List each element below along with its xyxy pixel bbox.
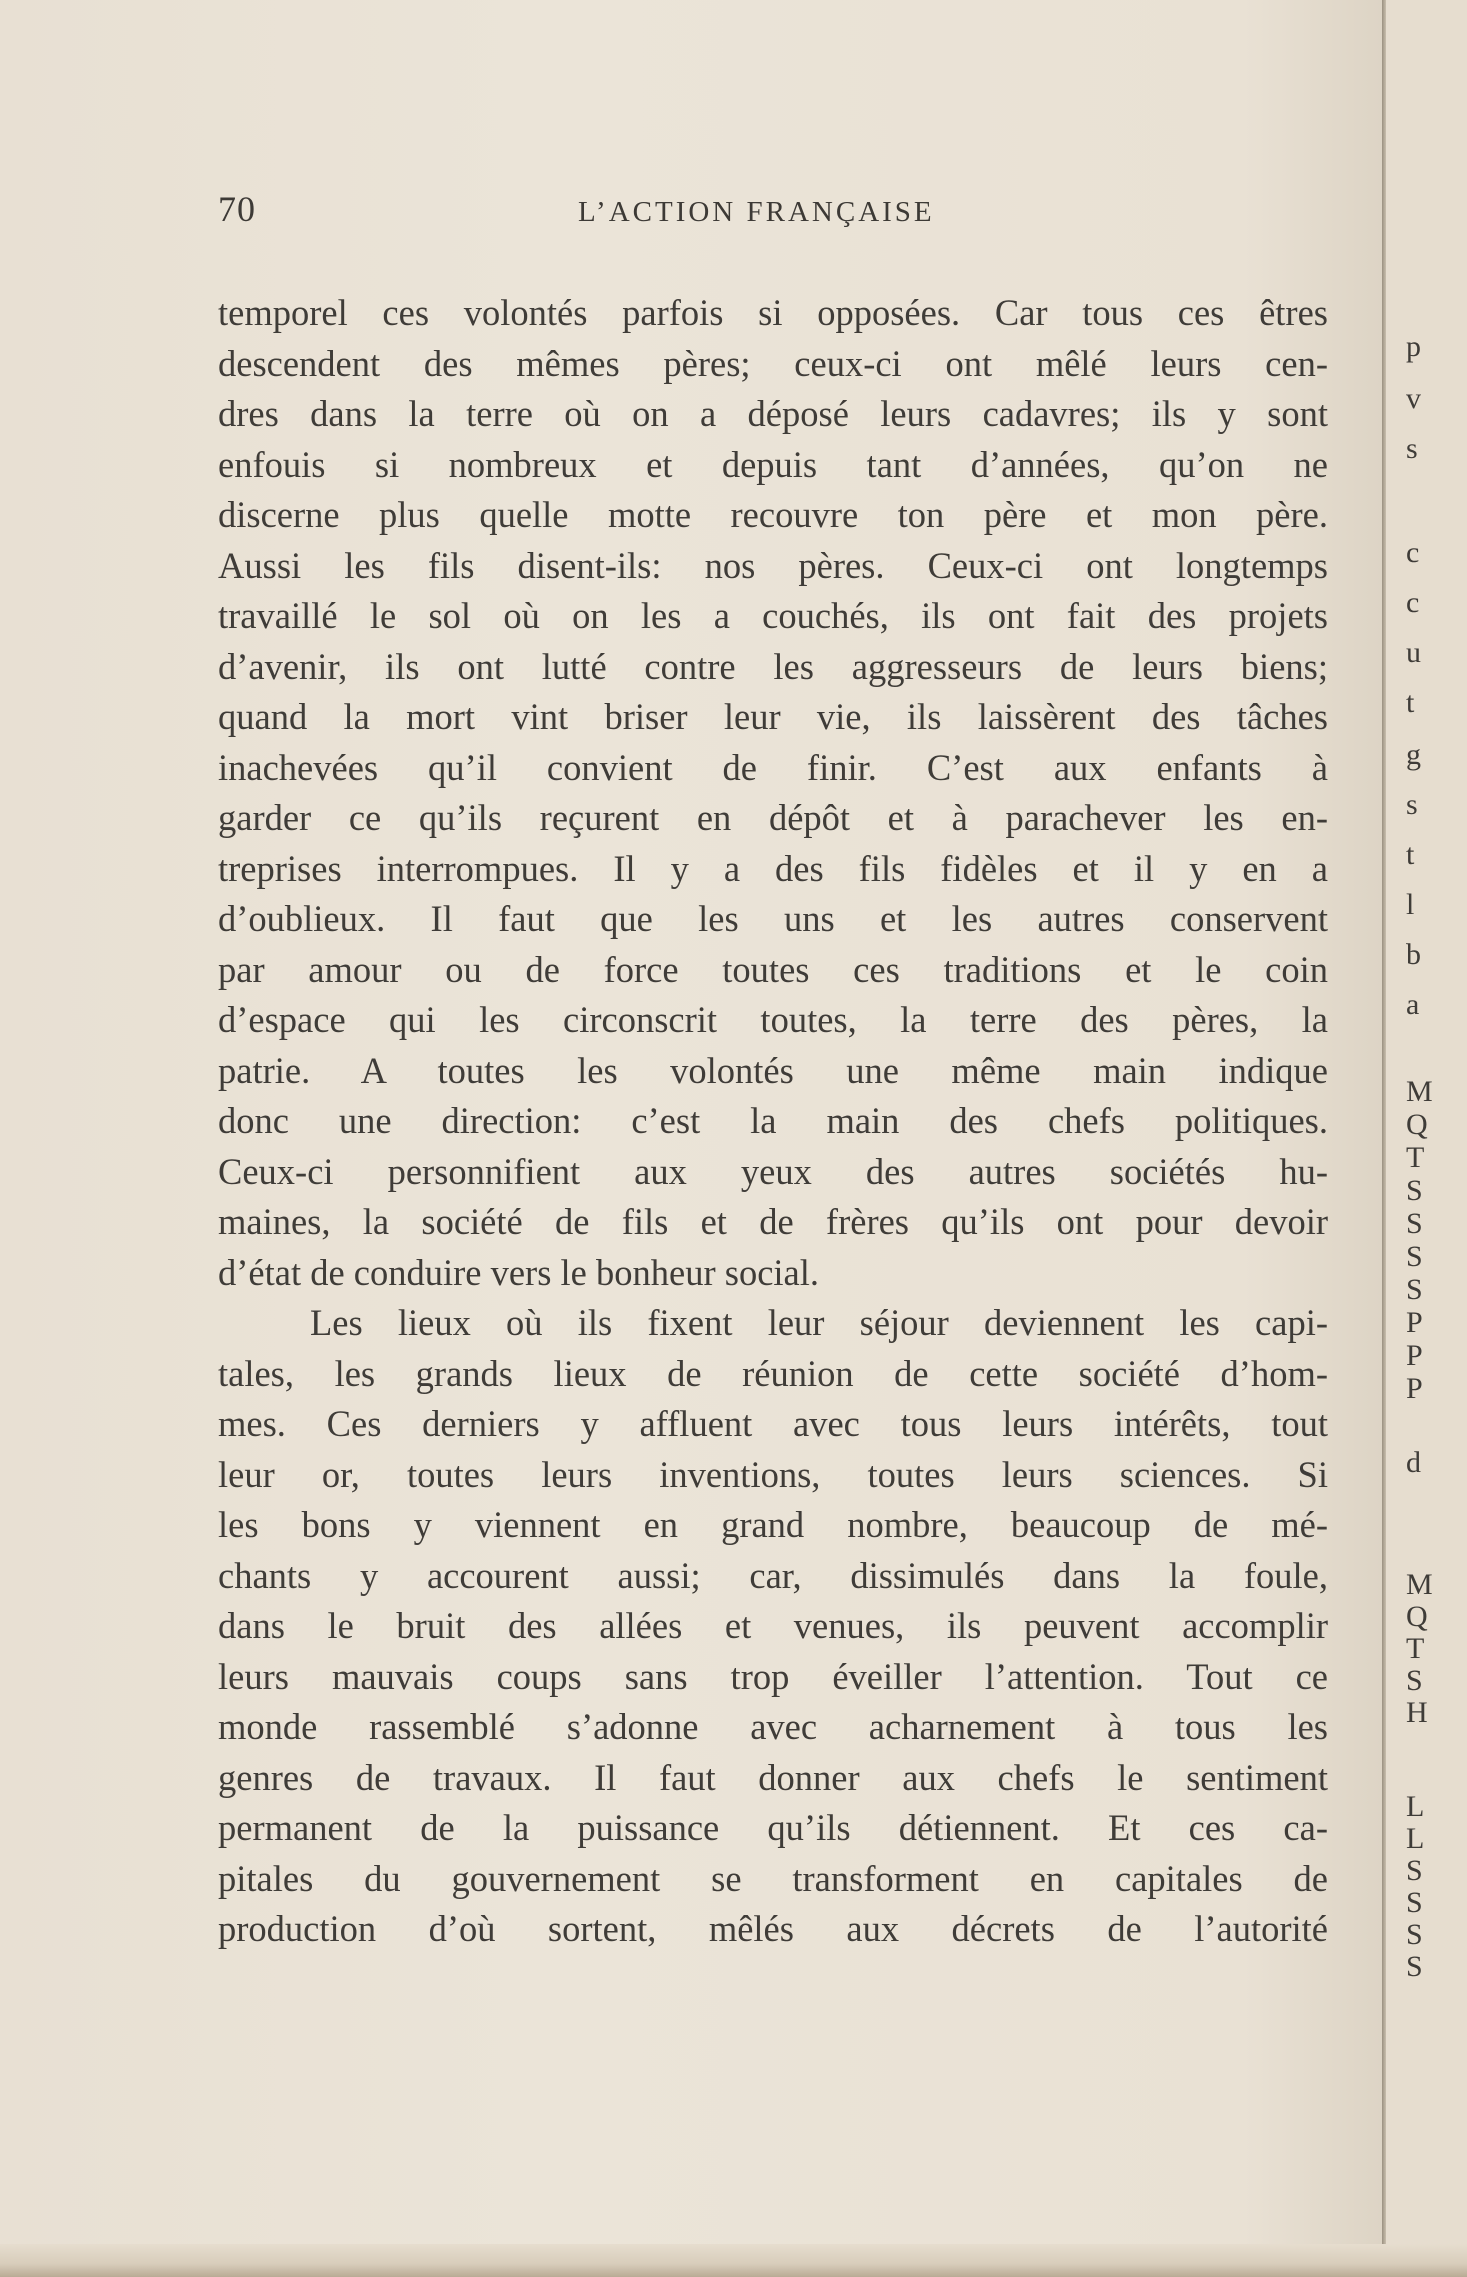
next-page-fragment: S: [1406, 1950, 1423, 1983]
next-page-fragment: P: [1406, 1339, 1423, 1372]
next-page-fragment: P: [1406, 1372, 1423, 1405]
next-page-fragment: s: [1406, 432, 1418, 465]
text-line: tales, les grands lieux de réunion de cette société d’hom-: [218, 1352, 1328, 1394]
next-page-fragment: P: [1406, 1306, 1423, 1339]
next-page-fragment: T: [1406, 1141, 1425, 1174]
next-page-fragment: p: [1406, 330, 1421, 363]
text-line: garder ce qu’ils reçurent en dépôt et à parachever les en-: [218, 797, 1328, 838]
text-line: discerne plus quelle motte recouvre ton père et mon père.: [218, 494, 1328, 535]
text-line: Aussi les fils disent-ils: nos pères. Ceux-ci ont longtemps: [218, 544, 1328, 586]
next-page-fragment: S: [1406, 1273, 1423, 1306]
next-page-fragment: s: [1406, 788, 1418, 821]
text-line: donc une direction: c’est la main des chefs politiques.: [218, 1100, 1328, 1141]
next-page-fragment: M: [1406, 1075, 1433, 1108]
text-line: les bons y viennent en grand nombre, beaucoup de mé-: [218, 1504, 1328, 1545]
next-page-fragment: L: [1406, 1822, 1425, 1855]
next-page-fragment: S: [1406, 1207, 1423, 1240]
next-page-fragment: a: [1406, 988, 1420, 1021]
text-line: monde rassemblé s’adonne avec acharnement à tous les: [218, 1706, 1328, 1747]
text-line: temporel ces volontés parfois si opposées. Car tous ces êtres: [218, 292, 1328, 333]
text-line: dans le bruit des allées et venues, ils peuvent accomplir: [218, 1605, 1328, 1646]
next-page-fragment: Q: [1406, 1108, 1428, 1141]
next-page-fragment: d: [1406, 1446, 1421, 1479]
next-page-fragment: c: [1406, 536, 1420, 569]
adjacent-page-edge: [1386, 0, 1467, 2277]
text-line: d’espace qui les circonscrit toutes, la terre des pères, la: [218, 999, 1328, 1040]
running-title: L’ACTION FRANÇAISE: [578, 196, 935, 228]
next-page-fragment: S: [1406, 1664, 1423, 1697]
next-page-fragment: u: [1406, 636, 1421, 669]
next-page-fragment: l: [1406, 888, 1415, 921]
text-line: inachevées qu’il convient de finir. C’est aux enfants à: [218, 746, 1328, 788]
next-page-fragment: b: [1406, 938, 1421, 971]
next-page-fragment: S: [1406, 1240, 1423, 1273]
next-page-fragment: c: [1406, 586, 1420, 619]
next-page-fragment: S: [1406, 1886, 1423, 1919]
next-page-fragment: M: [1406, 1568, 1433, 1601]
text-line: patrie. A toutes les volontés une même main indique: [218, 1049, 1328, 1091]
text-line: quand la mort vint briser leur vie, ils laissèrent des tâches: [218, 696, 1328, 737]
text-line: enfouis si nombreux et depuis tant d’années, qu’on ne: [218, 443, 1328, 485]
text-line: leur or, toutes leurs inventions, toutes leurs sciences. Si: [218, 1453, 1328, 1495]
next-page-fragment: L: [1406, 1790, 1425, 1823]
next-page-fragment: H: [1406, 1696, 1428, 1729]
page-number: 70: [218, 189, 256, 229]
text-line: d’avenir, ils ont lutté contre les aggresseurs de leurs biens;: [218, 645, 1328, 687]
text-line: Les lieux où ils fixent leur séjour deviennent les capi-: [310, 1302, 1328, 1343]
text-line: d’état de conduire vers le bonheur social.: [218, 1251, 820, 1293]
text-line: treprises interrompues. Il y a des fils fidèles et il y en a: [218, 847, 1328, 889]
text-line: maines, la société de fils et de frères qu’ils ont pour devoir: [218, 1201, 1328, 1242]
next-page-fragment: S: [1406, 1918, 1423, 1951]
next-page-fragment: T: [1406, 1632, 1425, 1665]
page-bottom-edge: [0, 2244, 1467, 2277]
text-line: leurs mauvais coups sans trop éveiller l’attention. Tout ce: [218, 1655, 1328, 1697]
text-line: Ceux-ci personnifient aux yeux des autres sociétés hu-: [218, 1150, 1328, 1192]
next-page-fragment: S: [1406, 1854, 1423, 1887]
next-page-fragment: t: [1406, 838, 1415, 871]
next-page-fragment: g: [1406, 738, 1421, 771]
body-text: [218, 288, 1328, 1955]
text-line: d’oublieux. Il faut que les uns et les autres conservent: [218, 898, 1328, 939]
text-line: genres de travaux. Il faut donner aux chefs le sentiment: [218, 1756, 1328, 1798]
running-head: [218, 188, 1332, 238]
next-page-fragment: t: [1406, 686, 1415, 719]
text-line: mes. Ces derniers y affluent avec tous leurs intérêts, tout: [218, 1403, 1328, 1444]
text-line: par amour ou de force toutes ces traditions et le coin: [218, 948, 1328, 990]
text-line: pitales du gouvernement se transforment en capitales de: [218, 1857, 1328, 1899]
next-page-fragment: S: [1406, 1174, 1423, 1207]
text-line: travaillé le sol où on les a couchés, ils ont fait des projets: [218, 595, 1328, 636]
text-line: production d’où sortent, mêlés aux décrets de l’autorité: [218, 1908, 1328, 1949]
text-line: descendent des mêmes pères; ceux-ci ont mêlé leurs cen-: [218, 342, 1328, 384]
text-line: chants y accourent aussi; car, dissimulés dans la foule,: [218, 1554, 1328, 1596]
next-page-fragment: Q: [1406, 1600, 1428, 1633]
text-line: permanent de la puissance qu’ils détiennent. Et ces ca-: [218, 1807, 1328, 1848]
text-line: dres dans la terre où on a déposé leurs cadavres; ils y sont: [218, 393, 1328, 434]
next-page-fragment: v: [1406, 382, 1421, 415]
